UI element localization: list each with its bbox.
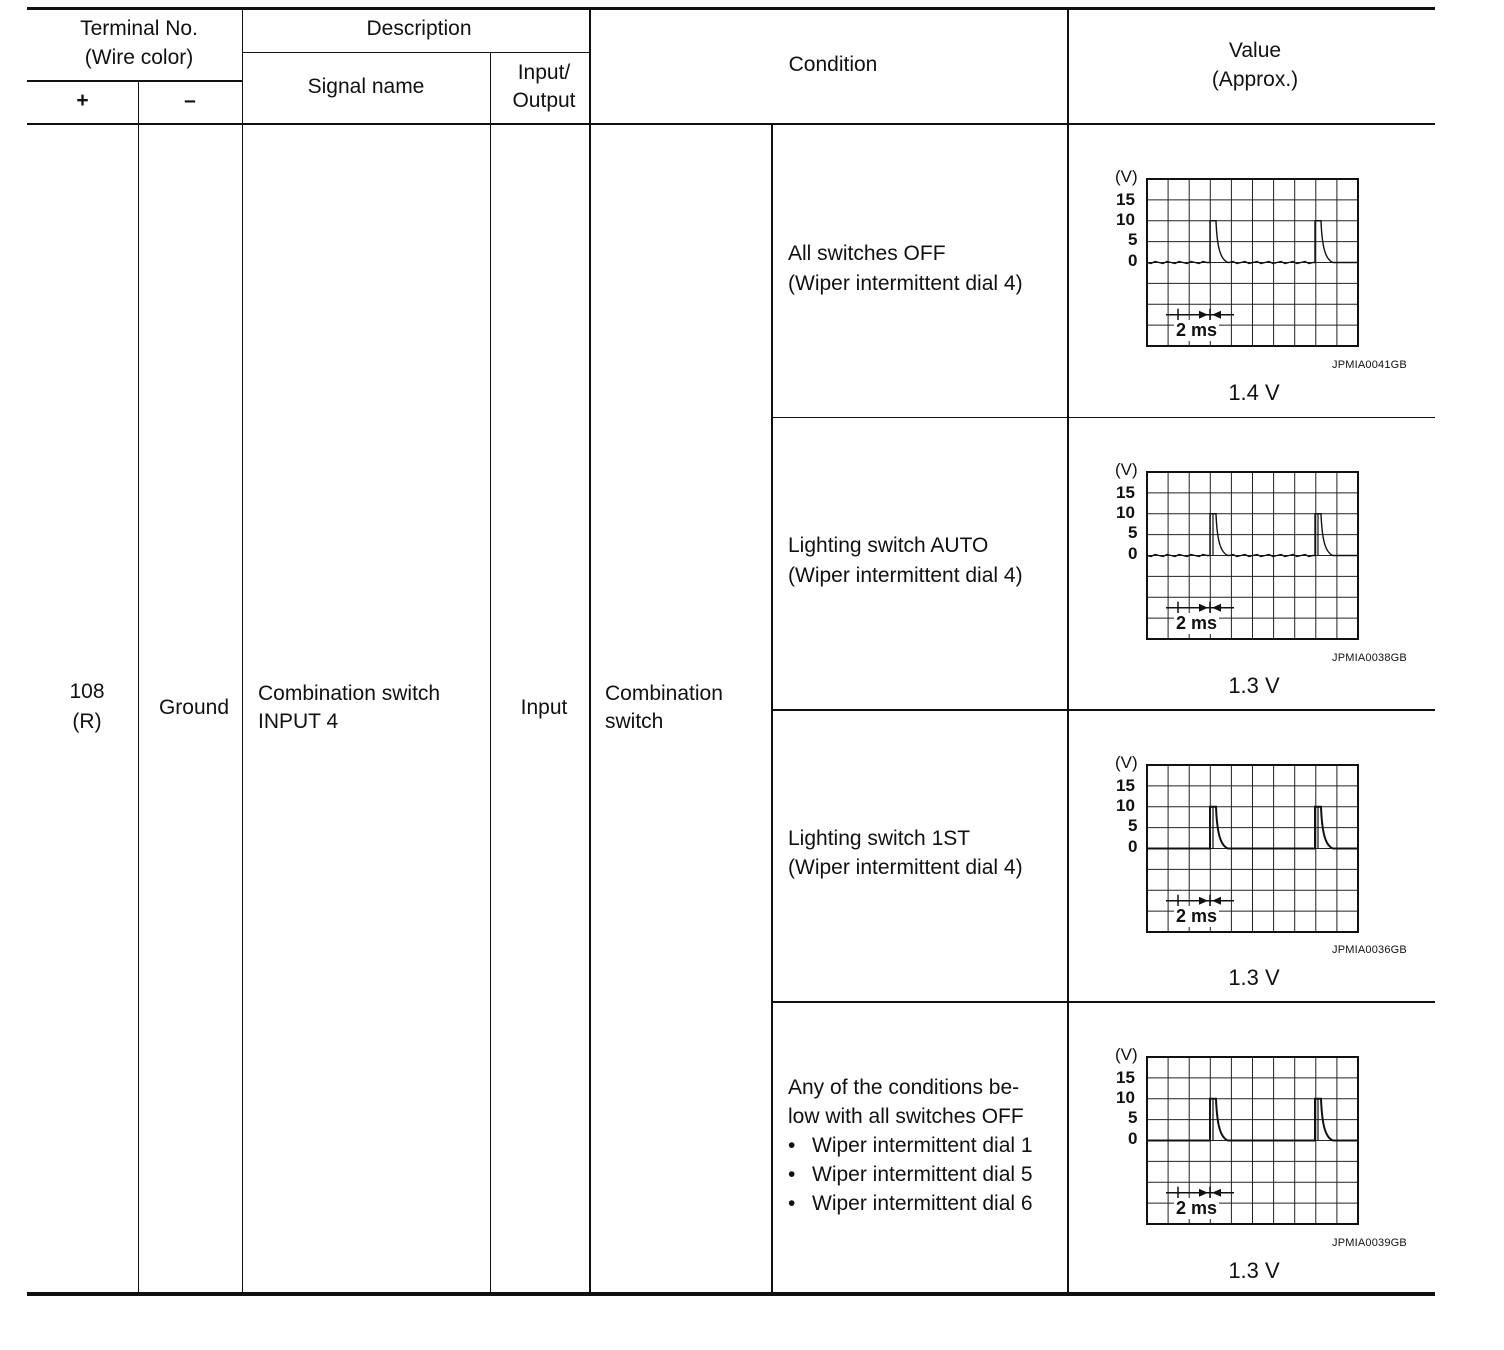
header-description: Description — [366, 17, 472, 40]
condition-3-line1: Lighting switch 1ST — [788, 827, 971, 850]
time-scale-label: 2 ms — [1176, 320, 1218, 340]
condition-main-line2: switch — [605, 710, 664, 733]
header-minus: – — [184, 89, 196, 112]
arrow-right-icon — [1199, 1189, 1208, 1197]
condition-4-line1: Any of the conditions be- — [788, 1076, 1020, 1099]
unit-label: (V) — [1115, 753, 1138, 772]
condition-4-bullet-3 — [788, 1189, 1033, 1218]
condition-2-line2: (Wiper intermittent dial 4) — [788, 564, 1023, 587]
arrow-right-icon — [1199, 897, 1208, 905]
tick-5: 5 — [1128, 523, 1138, 542]
oscilloscope-svg-3 — [1110, 752, 1370, 937]
tick-0: 0 — [1128, 837, 1138, 856]
arrow-left-icon — [1212, 897, 1221, 905]
value-2: 1.3 V — [1228, 673, 1280, 698]
tick-0: 0 — [1128, 1129, 1138, 1148]
figure-code-4: JPMIA0039GB — [1332, 1237, 1407, 1249]
bullet-text: Wiper intermittent dial 1 — [812, 1134, 1033, 1157]
arrow-right-icon — [1199, 311, 1208, 319]
signal-name-line1: Combination switch — [258, 682, 441, 705]
condition-4-bullet-1 — [788, 1131, 1033, 1160]
terminal-subheader-line — [27, 80, 242, 82]
arrow-right-icon — [1199, 604, 1208, 612]
unit-label: (V) — [1115, 167, 1138, 186]
unit-label: (V) — [1115, 460, 1138, 479]
row-sep-2 — [771, 709, 1435, 711]
unit-label: (V) — [1115, 1045, 1138, 1064]
condition-4-bullet-2 — [788, 1160, 1033, 1189]
oscilloscope-svg-1 — [1110, 166, 1370, 351]
figure-code-1: JPMIA0041GB — [1332, 359, 1407, 371]
signal-name-line2: INPUT 4 — [258, 710, 339, 733]
oscilloscope-svg-2 — [1110, 459, 1370, 644]
time-scale-label: 2 ms — [1176, 613, 1218, 633]
value-1: 1.4 V — [1228, 380, 1280, 405]
header-wire-color: (Wire color) — [84, 46, 194, 69]
col-line-condition — [589, 9, 591, 1294]
description-subheader-line — [242, 52, 589, 53]
condition-2-line1: Lighting switch AUTO — [788, 534, 989, 557]
condition-1-line2: (Wiper intermittent dial 4) — [788, 272, 1023, 295]
bullet-text: Wiper intermittent dial 5 — [812, 1163, 1033, 1186]
condition-main-line1: Combination — [605, 682, 723, 705]
header-terminal-no: Terminal No. — [80, 17, 198, 40]
top-border — [27, 7, 1435, 10]
terminal-plus-number: 108 — [69, 680, 105, 703]
condition-1-line1: All switches OFF — [788, 242, 946, 265]
terminal-plus-wire-color: (R) — [72, 710, 102, 733]
time-scale-label: 2 ms — [1176, 1198, 1218, 1218]
io-value: Input — [520, 696, 568, 719]
tick-10: 10 — [1116, 1088, 1135, 1107]
header-input-output-line1: Input/ — [517, 61, 571, 84]
oscilloscope-graph-3 — [1110, 752, 1370, 937]
row-sep-1 — [771, 417, 1435, 418]
terminal-minus-ground: Ground — [158, 696, 230, 719]
figure-code-3: JPMIA0036GB — [1332, 944, 1407, 956]
header-signal-name: Signal name — [307, 75, 425, 98]
condition-3-line2: (Wiper intermittent dial 4) — [788, 856, 1023, 879]
header-value-line2: (Approx.) — [1211, 68, 1299, 91]
oscilloscope-graph-2 — [1110, 459, 1370, 644]
tick-15: 15 — [1116, 190, 1135, 209]
col-line-io — [490, 52, 491, 1294]
value-3: 1.3 V — [1228, 965, 1280, 990]
bullet-dot: • — [788, 1134, 796, 1157]
row-sep-3 — [771, 1001, 1435, 1003]
arrow-left-icon — [1212, 1189, 1221, 1197]
tick-5: 5 — [1128, 1108, 1138, 1127]
bullet-dot: • — [788, 1192, 796, 1215]
tick-10: 10 — [1116, 503, 1135, 522]
col-line-value — [1067, 9, 1069, 1294]
figure-code-2: JPMIA0038GB — [1332, 652, 1407, 664]
arrow-left-icon — [1212, 311, 1221, 319]
col-line-signal — [242, 9, 243, 1294]
tick-5: 5 — [1128, 816, 1138, 835]
header-input-output-line2: Output — [512, 89, 576, 112]
header-bottom-border — [27, 123, 1435, 125]
bullet-dot: • — [788, 1163, 796, 1186]
tick-10: 10 — [1116, 796, 1135, 815]
bullet-text: Wiper intermittent dial 6 — [812, 1192, 1033, 1215]
tick-0: 0 — [1128, 544, 1138, 563]
tick-15: 15 — [1116, 776, 1135, 795]
oscilloscope-svg-4 — [1110, 1044, 1370, 1229]
header-value-line1: Value — [1228, 39, 1282, 62]
oscilloscope-graph-4 — [1110, 1044, 1370, 1229]
tick-10: 10 — [1116, 210, 1135, 229]
header-condition: Condition — [788, 53, 878, 76]
tick-0: 0 — [1128, 251, 1138, 270]
value-4: 1.3 V — [1228, 1258, 1280, 1283]
time-scale-label: 2 ms — [1176, 906, 1218, 926]
tick-15: 15 — [1116, 1068, 1135, 1087]
bottom-border — [27, 1292, 1435, 1296]
oscilloscope-graph-1 — [1110, 166, 1370, 351]
tick-15: 15 — [1116, 483, 1135, 502]
tick-5: 5 — [1128, 230, 1138, 249]
condition-4-line2: low with all switches OFF — [788, 1105, 1024, 1128]
header-plus: + — [76, 89, 89, 112]
arrow-left-icon — [1212, 604, 1221, 612]
